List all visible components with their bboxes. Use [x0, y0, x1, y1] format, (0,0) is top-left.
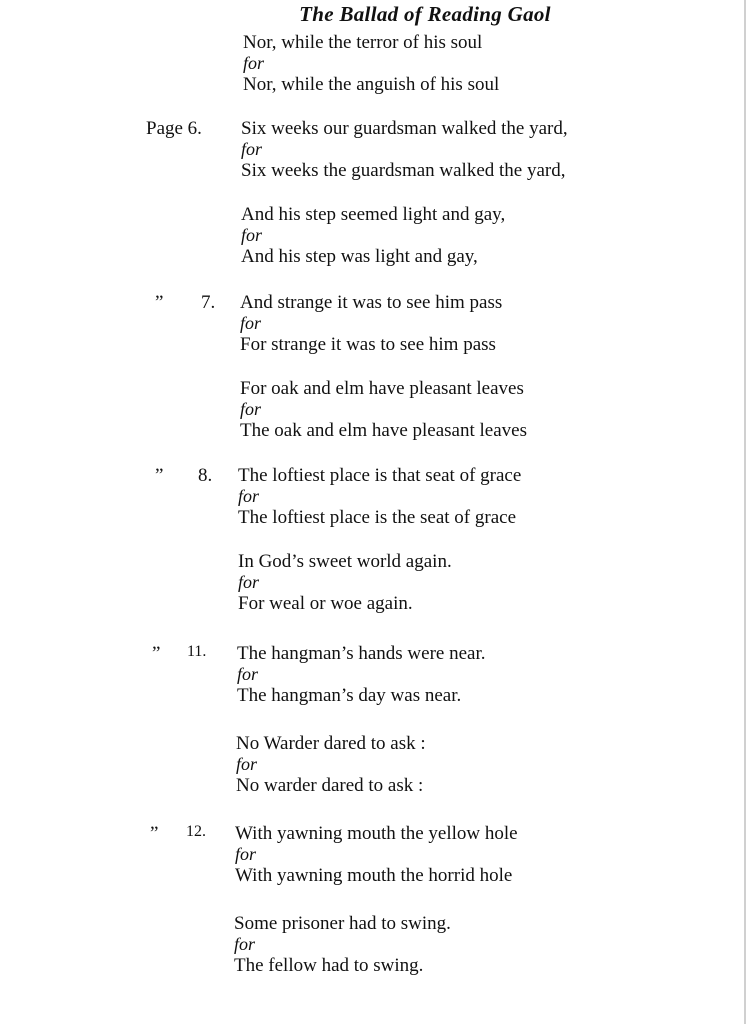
original-line: Six weeks our guardsman walked the yard,	[241, 118, 568, 139]
revised-line: The fellow had to swing.	[234, 955, 424, 976]
original-line: With yawning mouth the yellow hole	[235, 823, 518, 844]
page-reference: Page 6.	[146, 118, 202, 139]
for-connector: for	[241, 225, 263, 245]
revised-line: Six weeks the guardsman walked the yard,	[241, 160, 566, 181]
ditto-mark: ”	[150, 823, 159, 844]
for-connector: for	[234, 934, 256, 954]
original-line: In God’s sweet world again.	[238, 551, 452, 572]
original-line: The hangman’s hands were near.	[237, 643, 486, 664]
original-line: Some prisoner had to swing.	[234, 913, 451, 934]
for-connector: for	[235, 844, 257, 864]
for-connector: for	[243, 53, 265, 73]
revised-line: For weal or woe again.	[238, 593, 413, 614]
original-line: No Warder dared to ask :	[236, 733, 426, 754]
for-connector: for	[237, 664, 259, 684]
revised-line: For strange it was to see him pass	[240, 334, 496, 355]
original-line: The loftiest place is that seat of grace	[238, 465, 522, 486]
ditto-mark: ”	[152, 643, 161, 664]
revised-line: Nor, while the anguish of his soul	[243, 74, 500, 95]
for-connector: for	[240, 313, 262, 333]
revised-line: The hangman’s day was near.	[237, 685, 462, 706]
page-number: 8.	[198, 465, 213, 486]
for-connector: for	[238, 486, 260, 506]
page-number: 12.	[186, 823, 206, 840]
revised-line: No warder dared to ask :	[236, 775, 424, 796]
ditto-mark: ”	[155, 465, 164, 486]
original-line: And strange it was to see him pass	[240, 292, 503, 313]
page-number: 11.	[187, 643, 207, 660]
page-title: The Ballad of Reading Gaol	[299, 2, 551, 26]
ditto-mark: ”	[155, 292, 164, 313]
revised-line: With yawning mouth the horrid hole	[235, 865, 513, 886]
for-connector: for	[241, 139, 263, 159]
page-number: 7.	[201, 292, 216, 313]
original-line: And his step seemed light and gay,	[241, 204, 506, 225]
original-line: Nor, while the terror of his soul	[243, 32, 483, 53]
for-connector: for	[240, 399, 262, 419]
revised-line: And his step was light and gay,	[241, 246, 478, 267]
revised-line: The loftiest place is the seat of grace	[238, 507, 517, 528]
for-connector: for	[236, 754, 258, 774]
for-connector: for	[238, 572, 260, 592]
revised-line: The oak and elm have pleasant leaves	[240, 420, 527, 441]
original-line: For oak and elm have pleasant leaves	[240, 378, 524, 399]
